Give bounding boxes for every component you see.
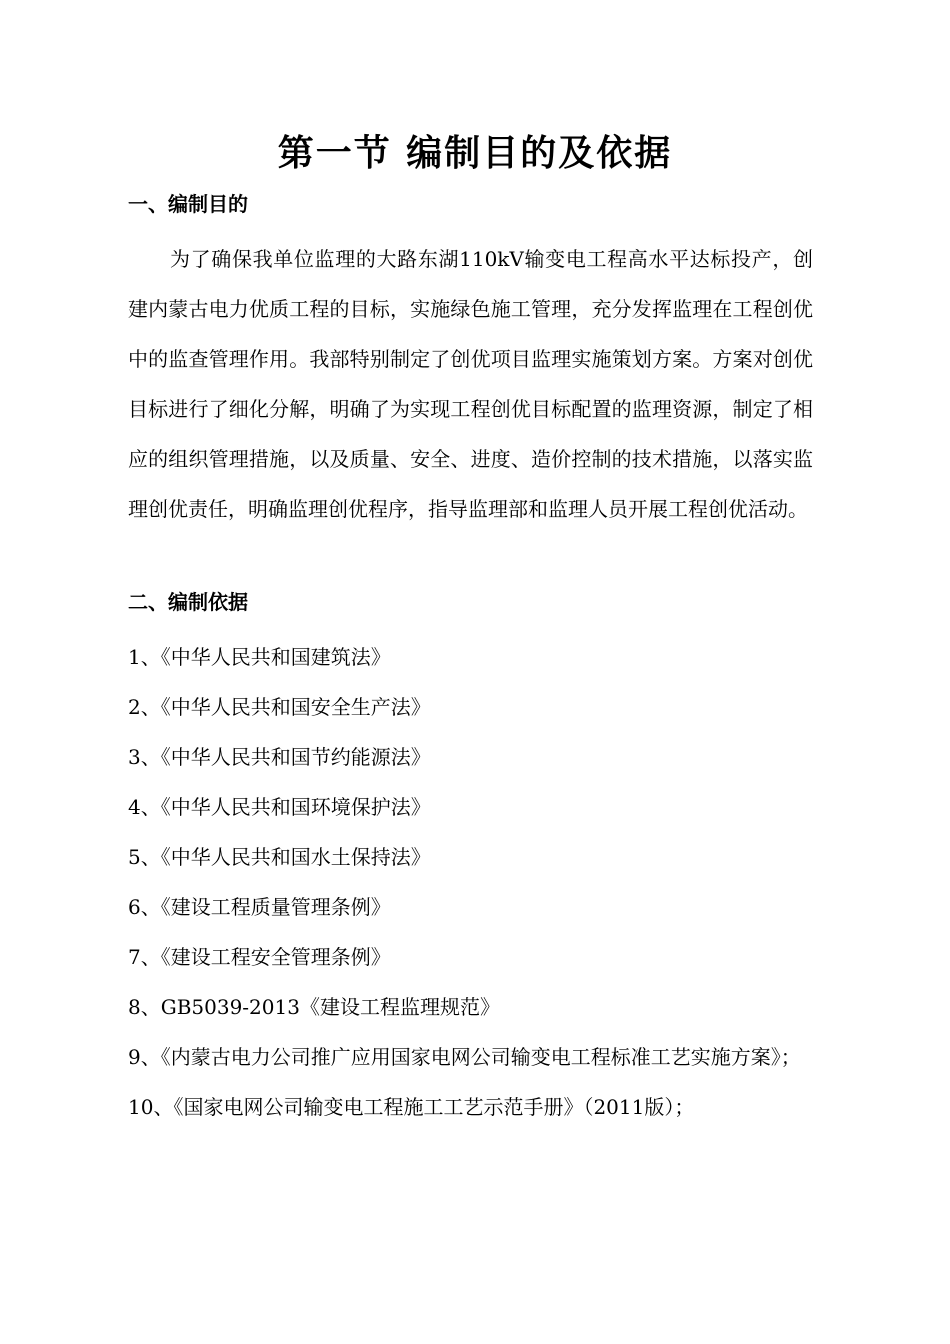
purpose-paragraph: 为了确保我单位监理的大路东湖110kV输变电工程高水平达标投产，创建内蒙古电力优质工程的目标，实施绿色施工管理，充分发挥监理在工程创优中的监查管理作用。我部特别制定了创优项目监理实施策划方案。方案对创优目标进行了细化分解，明确了为实现工程创优目标配置的监理资源，制定了相应的组织管理措施，以及质量、安全、进度、造价控制的技术措施，以落实监理创优责任，明确监理创优程序，指导监理部和监理人员开展工程创优活动。 [128,247,813,521]
list-item: 1、《中华人民共和国建筑法》 [128,645,391,669]
list-item: 6、《建设工程质量管理条例》 [128,895,391,919]
list-item: 3、《中华人民共和国节约能源法》 [128,745,431,769]
basis-list [128,632,818,1132]
section-heading-basis: 二、编制依据 [128,590,248,614]
page-title: 第一节 编制目的及依据 [277,132,673,174]
list-item: 2、《中华人民共和国安全生产法》 [128,695,431,719]
section-heading-purpose: 一、编制目的 [128,192,248,216]
list-item: 4、《中华人民共和国环境保护法》 [128,795,431,819]
list-item: 10、《国家电网公司输变电工程施工工艺示范手册》（2011版）； [128,1095,695,1119]
list-item: 5、《中华人民共和国水土保持法》 [128,845,431,869]
list-item: 8、GB5039-2013《建设工程监理规范》 [128,995,500,1019]
list-item: 7、《建设工程安全管理条例》 [128,945,391,969]
list-item: 9、《内蒙古电力公司推广应用国家电网公司输变电工程标准工艺实施方案》； [128,1045,801,1069]
